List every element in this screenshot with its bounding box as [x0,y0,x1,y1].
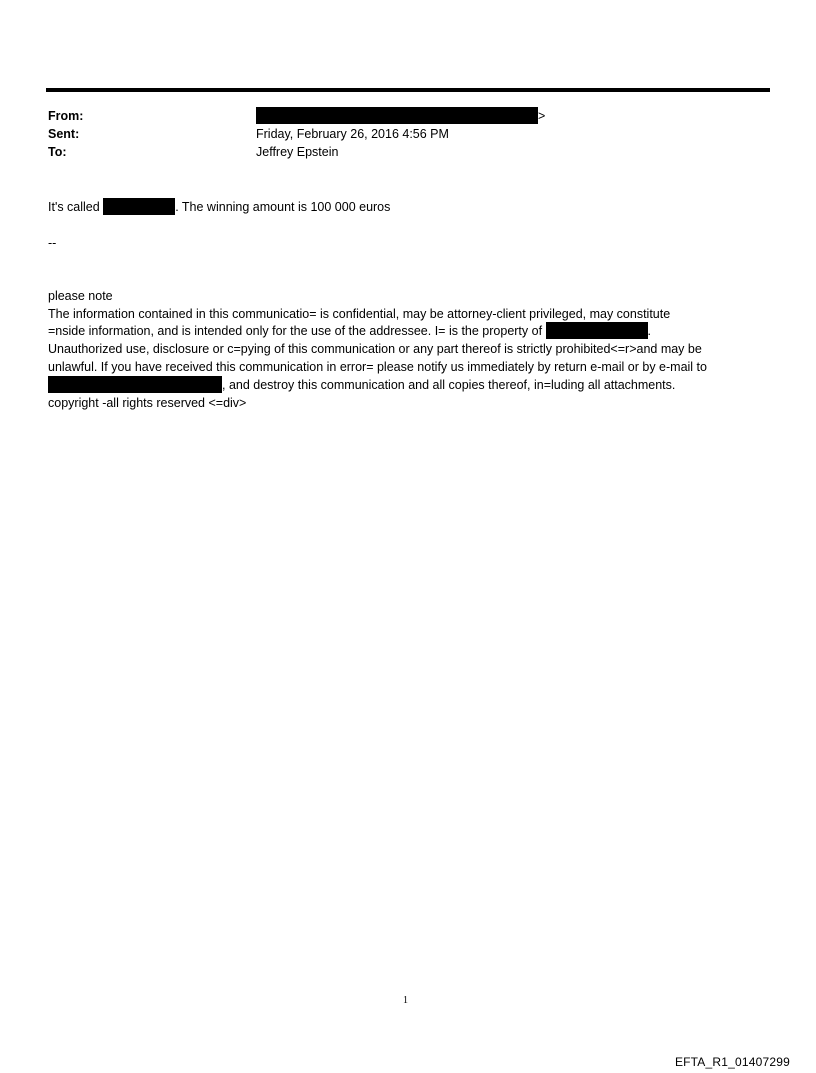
sent-value: Friday, February 26, 2016 4:56 PM [256,127,449,141]
redaction-block [546,322,648,339]
note-heading: please note [48,289,113,303]
sent-label: Sent: [48,127,80,141]
message-prefix: It's called [48,200,104,214]
disclaimer-text: . [647,324,652,338]
message-suffix: . The winning amount is 100 000 euros [175,200,391,214]
page-number: 1 [403,995,408,1006]
disclaimer-line: unlawful. If you have received this communication in error= please notify us immediately by return e-mail or by e-mail to [48,360,707,374]
redaction-block [48,376,222,393]
from-suffix: > [538,109,546,123]
from-label: From: [48,109,84,123]
message-line [48,198,390,216]
from-value [256,107,545,125]
redaction-block [103,198,175,215]
disclaimer-text: =nside information, and is intended only for the use of the addressee. I= is the property of [48,324,546,338]
disclaimer-line [48,322,651,340]
disclaimer-line: copyright -all rights reserved <=div> [48,396,247,410]
disclaimer-text: , and destroy this communication and all copies thereof, in=luding all attachments. [222,378,676,392]
redaction-block [256,107,538,124]
header-divider [46,88,770,92]
disclaimer-line [48,376,675,394]
disclaimer-line: The information contained in this communicatio= is confidential, may be attorney-client privileged, may constitute [48,307,671,321]
signature-separator: -- [48,236,57,250]
bates-number: EFTA_R1_01407299 [674,1055,790,1069]
to-label: To: [48,145,67,159]
disclaimer-line: Unauthorized use, disclosure or c=pying of this communication or any part thereof is strictly prohibited<=r>and may be [48,342,702,356]
to-value: Jeffrey Epstein [256,145,339,159]
